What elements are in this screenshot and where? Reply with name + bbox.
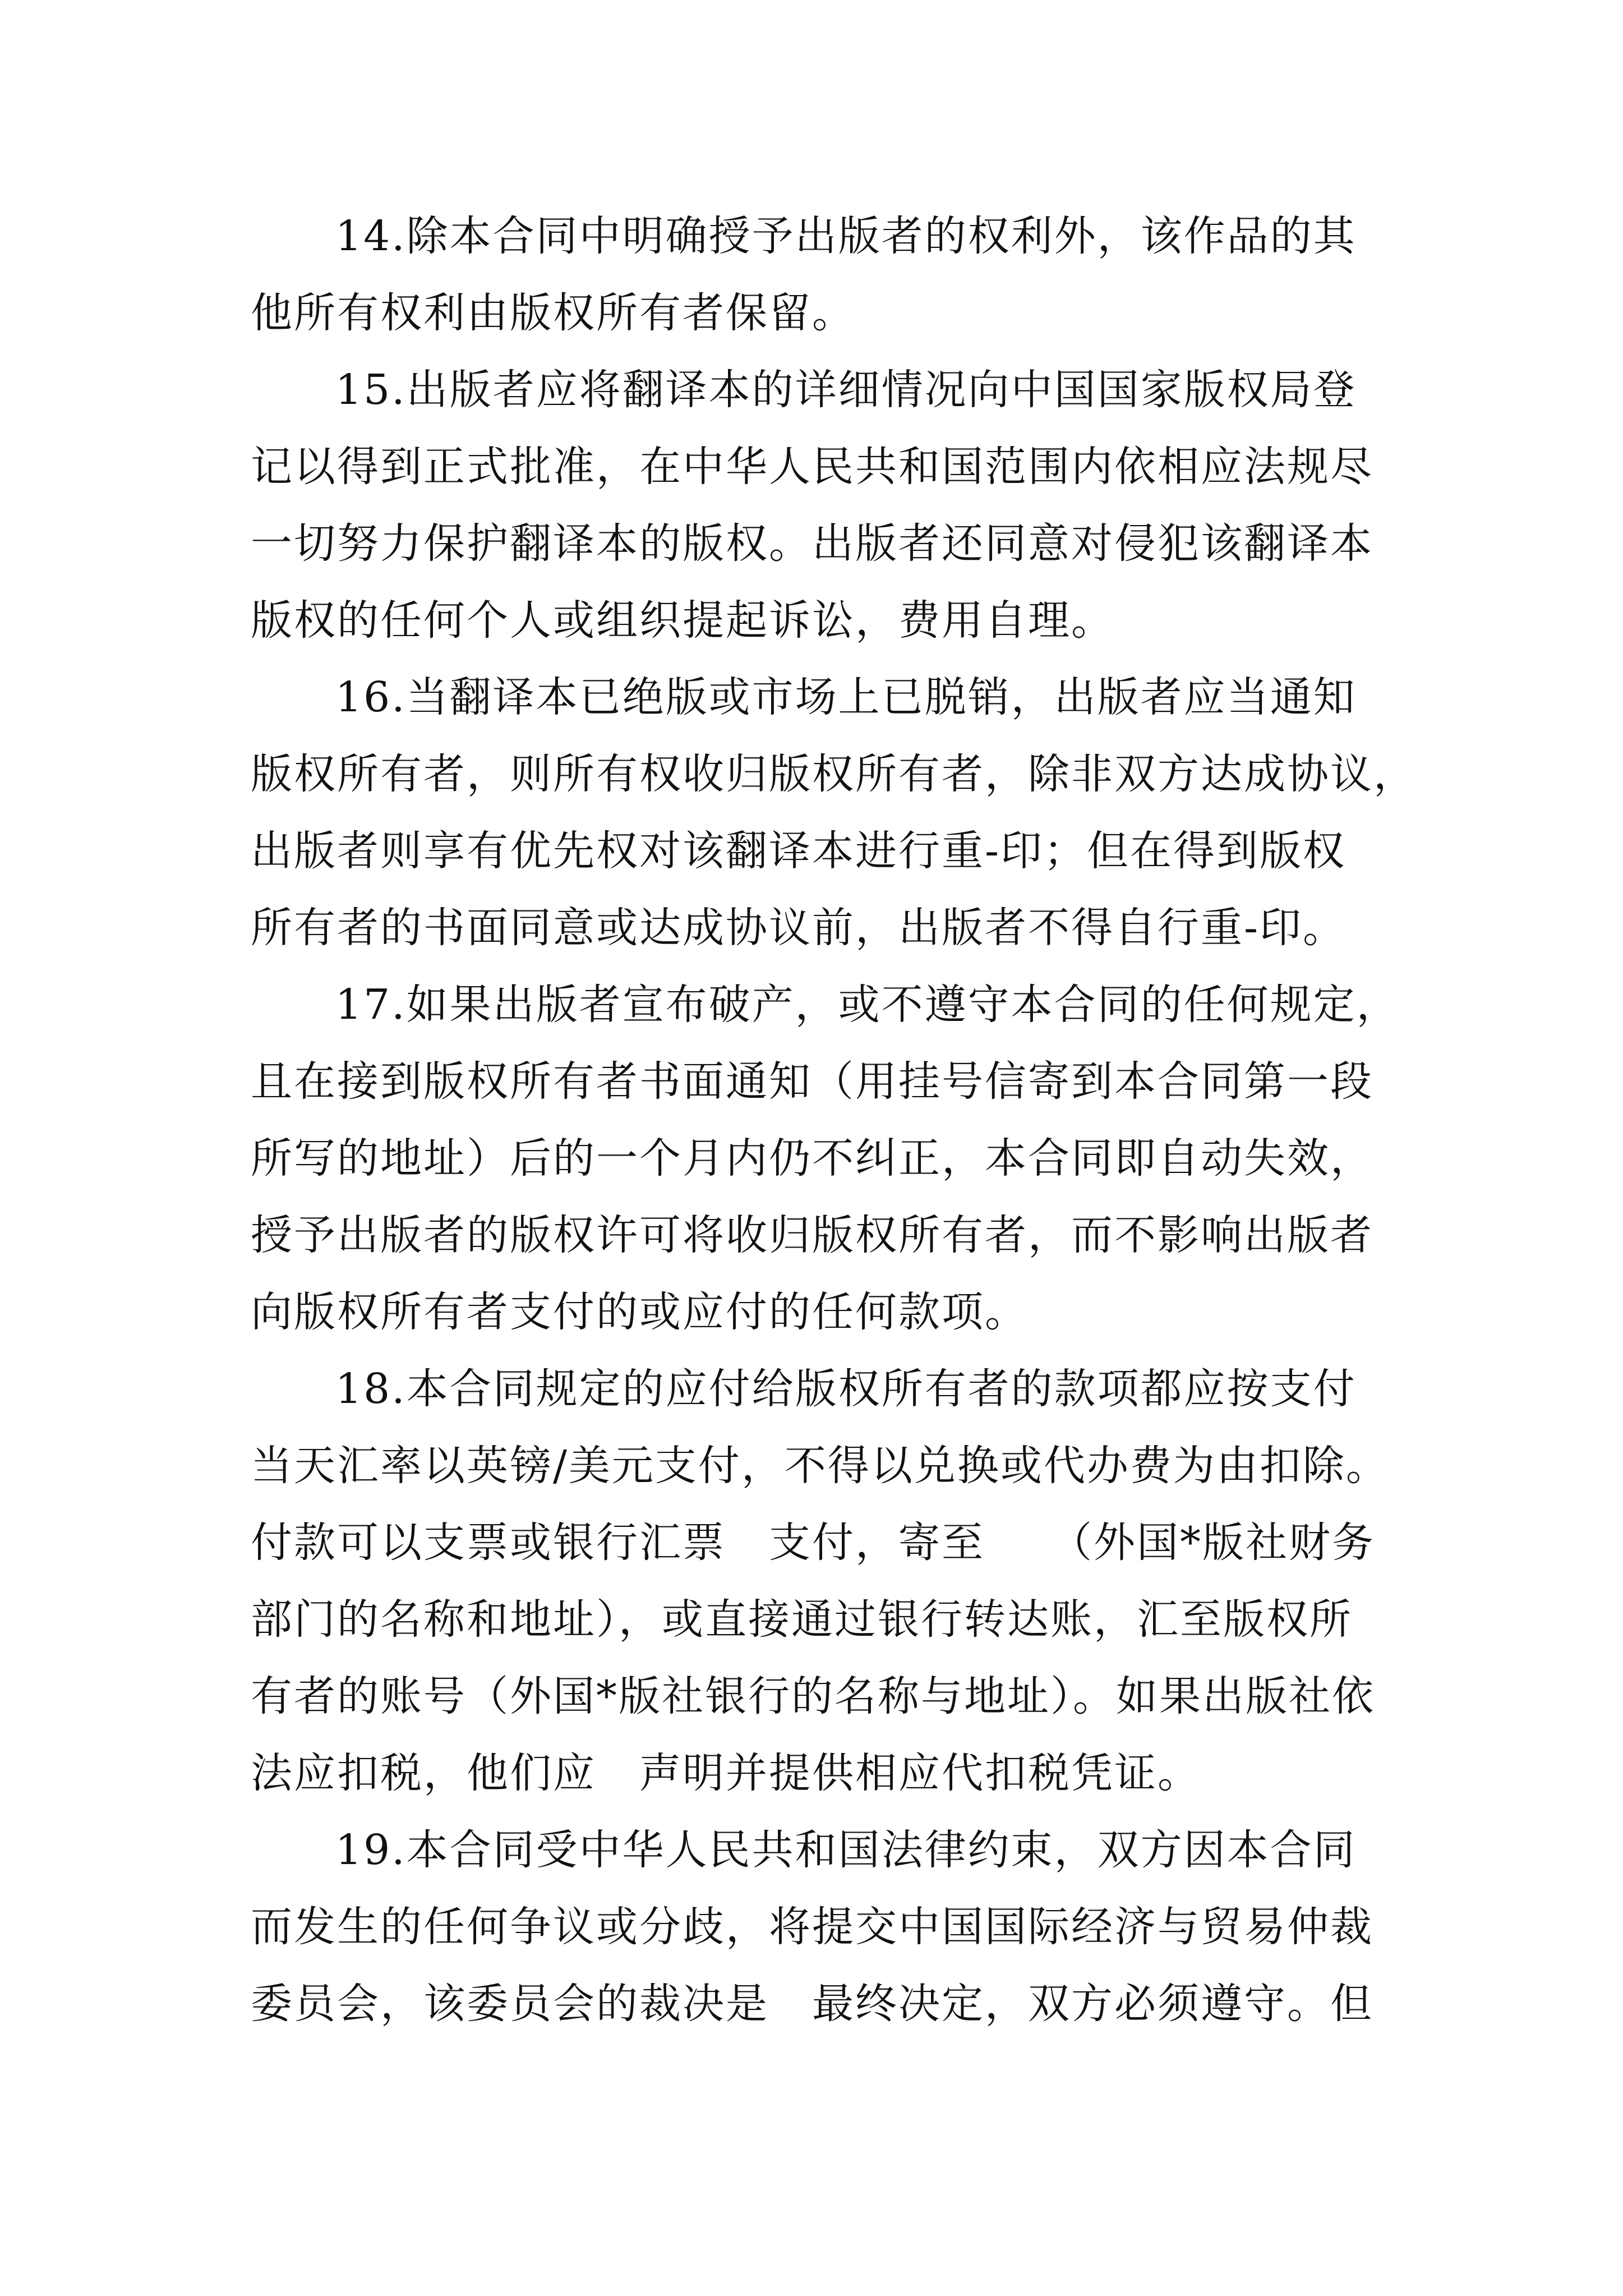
text-line: 16.当翻译本已绝版或市场上已脱销，出版者应当通知 <box>335 673 1357 721</box>
text-line: 有者的账号（外国*版社银行的名称与地址）。如果出版社依 <box>251 1672 1375 1720</box>
text-line: 版权所有者，则所有权收归版权所有者，除非双方达成协议， <box>251 750 1417 798</box>
text-line: 所写的地址）后的一个月内仍不纠正，本合同即自动失效， <box>251 1134 1373 1182</box>
text-line: 出版者则享有优先权对该翻译本进行重-印；但在得到版权 <box>251 827 1347 875</box>
text-line: 而发生的任何争议或分歧，将提交中国国际经济与贸易仲裁 <box>251 1903 1373 1951</box>
text-line: 一切努力保护翻译本的版权。出版者还同意对侵犯该翻译本 <box>251 519 1373 568</box>
text-line: 15.出版者应将翻译本的详细情况向中国国家版权局登 <box>335 366 1357 414</box>
text-line: 19.本合同受中华人民共和国法律约束，双方因本合同 <box>335 1826 1357 1874</box>
text-line: 授予出版者的版权许可将收归版权所有者，而不影响出版者 <box>251 1211 1373 1259</box>
text-line: 记以得到正式批准，在中华人民共和国范围内依相应法规尽 <box>251 443 1373 491</box>
text-line: 当天汇率以英镑/美元支付，不得以兑换或代办费为由扣除。 <box>251 1442 1389 1490</box>
text-line: 向版权所有者支付的或应付的任何款项。 <box>251 1288 1028 1336</box>
text-line: 他所有权利由版权所有者保留。 <box>251 289 855 337</box>
text-line: 付款可以支票或银行汇票 支付，寄至 （外国*版社财务 <box>251 1519 1375 1567</box>
text-line: 所有者的书面同意或达成协议前，出版者不得自行重-印。 <box>251 904 1347 952</box>
text-line: 17.如果出版者宣布破产，或不遵守本合同的任何规定， <box>335 981 1400 1029</box>
text-line: 且在接到版权所有者书面通知（用挂号信寄到本合同第一段 <box>251 1057 1373 1106</box>
text-line: 版权的任何个人或组织提起诉讼，费用自理。 <box>251 596 1114 645</box>
text-line: 法应扣税，他们应 声明并提供相应代扣税凭证。 <box>251 1749 1201 1797</box>
text-line: 部门的名称和地址），或直接通过银行转达账，汇至版权所 <box>251 1595 1353 1644</box>
text-line: 14.除本合同中明确授予出版者的权利外，该作品的其 <box>335 212 1357 260</box>
text-line: 委员会，该委员会的裁决是 最终决定，双方必须遵守。但 <box>251 1980 1373 2028</box>
text-line: 18.本合同规定的应付给版权所有者的款项都应按支付 <box>335 1365 1357 1413</box>
